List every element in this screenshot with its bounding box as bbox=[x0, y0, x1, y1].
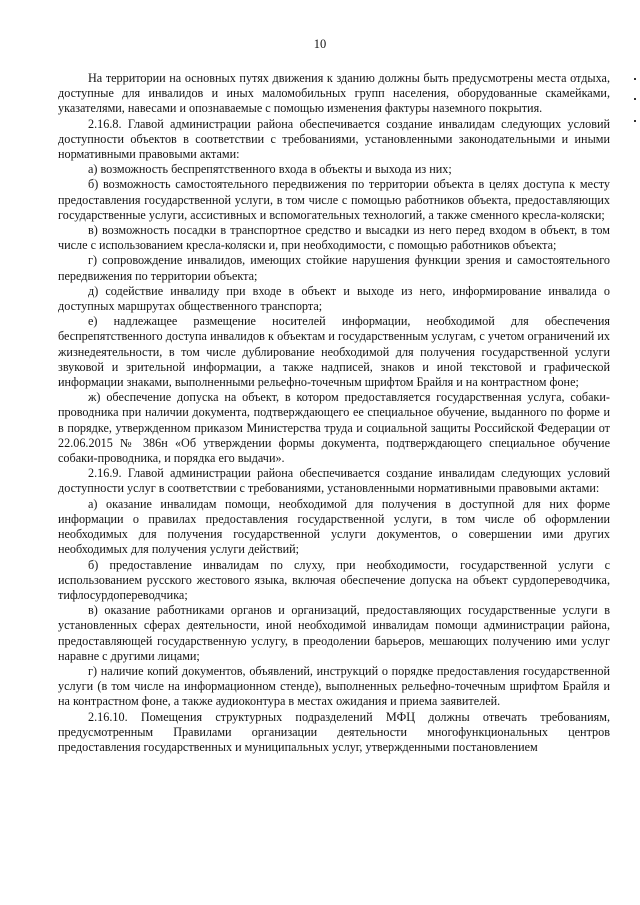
list-item-a-services: а) оказание инвалидам помощи, необходимой для получения в доступной для них форме информации о правилах предоставления государственной услуги, в том числе об оформлении необходимых для получения государственной услуги документов, о совершении ими других необходимых для получения услуги действий; bbox=[58, 496, 610, 557]
list-item-zh: ж) обеспечение допуска на объект, в котором предоставляется государственная услуга, собаки-проводника при наличии документа, подтверждающего ее специальное обучение, выданного по форме и в порядке, утвержденном приказом Министерства труда и социальной защиты Российской Федерации от 22.06.2015 № 386н «Об утверждении формы документа, подтверждающего специальное обучение собаки-проводника, и порядка его выдачи». bbox=[58, 390, 610, 466]
scan-mark bbox=[634, 98, 636, 100]
list-item-b-services: б) предоставление инвалидам по слуху, при необходимости, государственной услуги с использованием русского жестового языка, включая обеспечение допуска на объект сурдопереводчика, тифлосурдопереводчика; bbox=[58, 557, 610, 602]
paragraph-2-16-10: 2.16.10. Помещения структурных подразделений МФЦ должны отвечать требованиям, предусмотренным Правилами организации деятельности многофункциональных центров предоставления государственных и муниципальных услуг, утвержденными постановлением bbox=[58, 709, 610, 754]
list-item-d: д) содействие инвалиду при входе в объект и выходе из него, информирование инвалида о доступных маршрутах общественного транспорта; bbox=[58, 283, 610, 314]
list-item-v: в) возможность посадки в транспортное средство и высадки из него перед входом в объект, в том числе с использованием кресла-коляски и, при необходимости, с помощью работников объекта; bbox=[58, 223, 610, 253]
document-body bbox=[58, 71, 610, 755]
list-item-g-services: г) наличие копий документов, объявлений, инструкций о порядке предоставления государственной услуги (в том числе на информационном стенде), выполненных рельефно-точечным шрифтом Брайля и на контрастном фоне, а также аудиоконтура в местах ожидания и приема заявителей. bbox=[58, 663, 610, 709]
list-item-b: б) возможность самостоятельного передвижения по территории объекта в целях доступа к месту предоставления государственной услуги, в том числе с помощью работников объекта, предоставляющих государственные услуги, ассистивных и вспомогательных технологий, а также сменного кресла-коляски; bbox=[58, 177, 610, 222]
list-item-g: г) сопровождение инвалидов, имеющих стойкие нарушения функции зрения и самостоятельного передвижения по территории объекта; bbox=[58, 253, 610, 283]
scan-mark bbox=[634, 78, 636, 80]
scan-mark bbox=[634, 120, 636, 122]
paragraph-rest-areas: На территории на основных путях движения к зданию должны быть предусмотрены места отдыха, доступные для инвалидов и иных маломобильных групп населения, оборудованные скамейками, указателями, навесами и опознаваемые с помощью изменения фактуры наземного покрытия. bbox=[58, 71, 610, 116]
page-number: 10 bbox=[313, 37, 327, 51]
list-item-v-services: в) оказание работниками органов и организаций, предоставляющих государственные услуги в установленных сферах деятельности, иной необходимой инвалидам помощи администрации района, предоставляющей государственную услугу, в преодолении барьеров, мешающих получению ими услуг наравне с другими лицами; bbox=[58, 603, 610, 663]
list-item-a: а) возможность беспрепятственного входа в объекты и выхода из них; bbox=[88, 162, 452, 177]
paragraph-2-16-8: 2.16.8. Главой администрации района обеспечивается создание инвалидам следующих условий доступности объектов в соответствии с требованиями, установленными законодательными и иными нормативными правовыми актами: bbox=[58, 116, 610, 162]
list-item-e: е) надлежащее размещение носителей информации, необходимой для обеспечения беспрепятственного доступа инвалидов к объектам и государственным услугам, с учетом ограничений их жизнедеятельности, в том числе дублирование необходимой для получения государственной услуги звуковой и зрительной информации, а также надписей, знаков и иной текстовой и графической информации знаками, выполненными рельефно-точечным шрифтом Брайля и на контрастном фоне; bbox=[58, 314, 610, 390]
paragraph-2-16-9: 2.16.9. Главой администрации района обеспечивается создание инвалидам следующих условий доступности услуг в соответствии с требованиями, установленными нормативными правовыми актами: bbox=[58, 466, 610, 496]
